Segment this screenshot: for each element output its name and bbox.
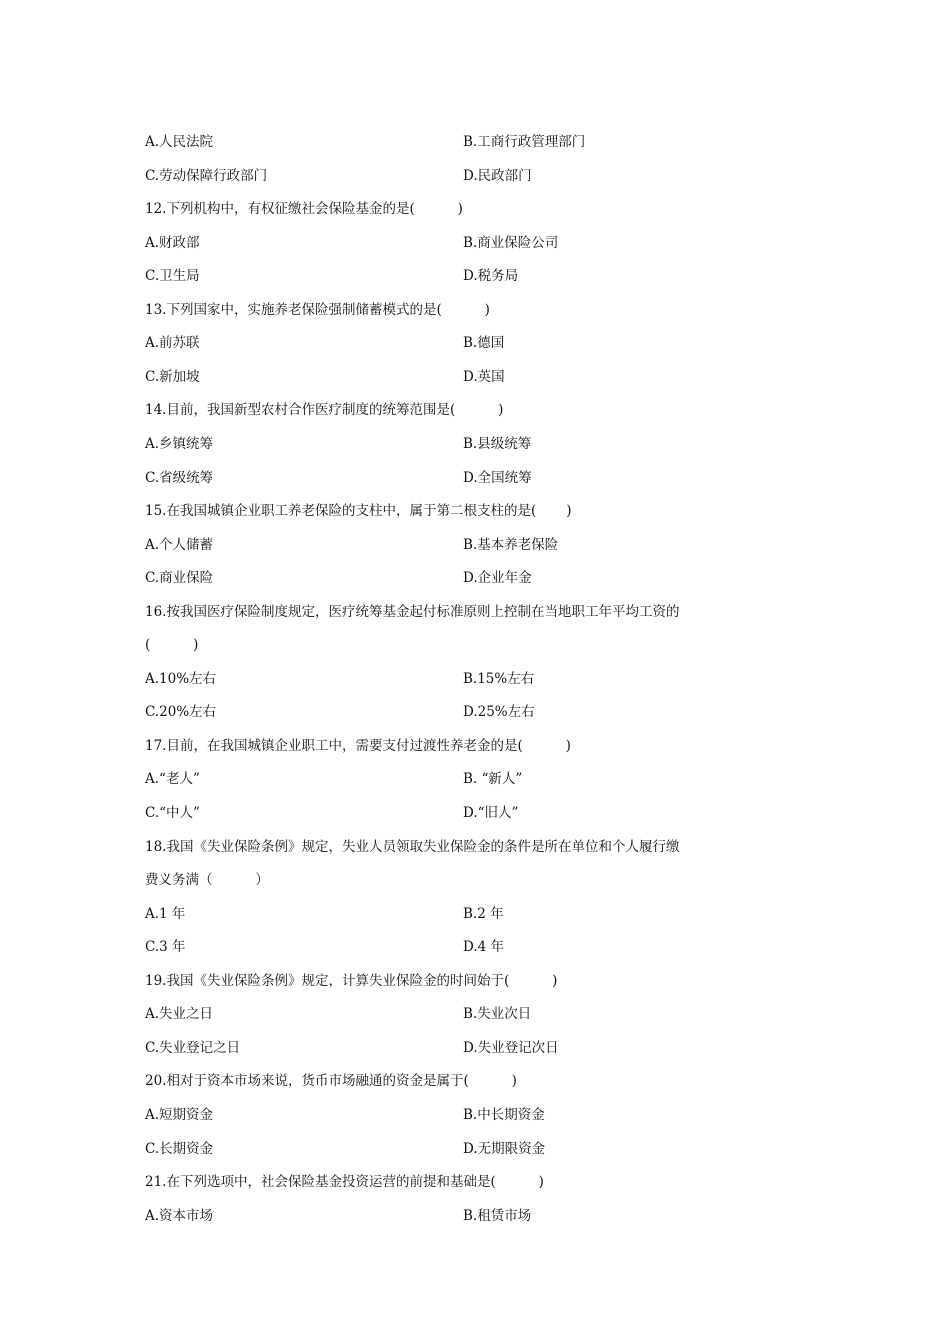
option-left: C.“中人”	[145, 805, 200, 821]
option-right: D.全国统筹	[463, 470, 532, 486]
option-right: D.失业登记次日	[463, 1040, 559, 1056]
question-text: ( )	[145, 637, 199, 653]
question-text: 17.目前，在我国城镇企业职工中，需要支付过渡性养老金的是( )	[145, 738, 571, 754]
question-text: 16.按我国医疗保险制度规定，医疗统筹基金起付标准原则上控制在当地职工年平均工资的	[145, 604, 680, 620]
question-text: 15.在我国城镇企业职工养老保险的支柱中，属于第二根支柱的是( )	[145, 503, 572, 519]
question-text: 14.目前，我国新型农村合作医疗制度的统筹范围是( )	[145, 402, 504, 418]
option-left: A.资本市场	[145, 1208, 214, 1224]
option-right: D.企业年金	[463, 570, 532, 586]
option-left: C.商业保险	[145, 570, 214, 586]
option-right: B. “新人”	[463, 771, 523, 787]
option-left: C.新加坡	[145, 369, 200, 385]
option-left: A.“老人”	[145, 771, 200, 787]
option-right: B.2 年	[463, 906, 504, 922]
option-left: C.省级统筹	[145, 470, 214, 486]
option-left: A.前苏联	[145, 335, 200, 351]
question-text: 20.相对于资本市场来说，货币市场融通的资金是属于( )	[145, 1073, 517, 1089]
question-text: 18.我国《失业保险条例》规定，失业人员领取失业保险金的条件是所在单位和个人履行缴	[145, 839, 680, 855]
question-text: 12.下列机构中，有权征缴社会保险基金的是( )	[145, 201, 463, 217]
option-left: A.财政部	[145, 235, 200, 251]
option-left: C.3 年	[145, 939, 186, 955]
option-right: D.税务局	[463, 268, 519, 284]
option-right: B.德国	[463, 335, 505, 351]
option-right: B.租赁市场	[463, 1208, 532, 1224]
option-left: C.劳动保障行政部门	[145, 168, 268, 184]
question-text: 费义务满（ ）	[145, 872, 269, 888]
option-right: D.无期限资金	[463, 1141, 546, 1157]
option-right: B.商业保险公司	[463, 235, 559, 251]
option-right: D.25%左右	[463, 704, 535, 720]
question-text: 13.下列国家中，实施养老保险强制储蓄模式的是( )	[145, 302, 490, 318]
option-right: B.15%左右	[463, 671, 535, 687]
option-left: A.失业之日	[145, 1006, 214, 1022]
option-right: D.民政部门	[463, 168, 532, 184]
question-text: 19.我国《失业保险条例》规定，计算失业保险金的时间始于( )	[145, 973, 558, 989]
option-left: C.失业登记之日	[145, 1040, 241, 1056]
option-left: C.长期资金	[145, 1141, 214, 1157]
option-right: B.基本养老保险	[463, 537, 559, 553]
option-left: A.个人储蓄	[145, 537, 214, 553]
option-right: B.失业次日	[463, 1006, 532, 1022]
option-right: B.工商行政管理部门	[463, 134, 586, 150]
option-right: D.“旧人”	[463, 805, 519, 821]
question-text: 21.在下列选项中，社会保险基金投资运营的前提和基础是( )	[145, 1174, 544, 1190]
option-left: A.10%左右	[145, 671, 217, 687]
option-right: D.英国	[463, 369, 505, 385]
option-left: A.乡镇统筹	[145, 436, 214, 452]
option-left: A.人民法院	[145, 134, 214, 150]
option-left: A.短期资金	[145, 1107, 214, 1123]
option-right: B.县级统筹	[463, 436, 532, 452]
option-right: D.4 年	[463, 939, 505, 955]
option-left: C.卫生局	[145, 268, 200, 284]
option-left: A.1 年	[145, 906, 186, 922]
option-right: B.中长期资金	[463, 1107, 545, 1123]
option-left: C.20%左右	[145, 704, 217, 720]
